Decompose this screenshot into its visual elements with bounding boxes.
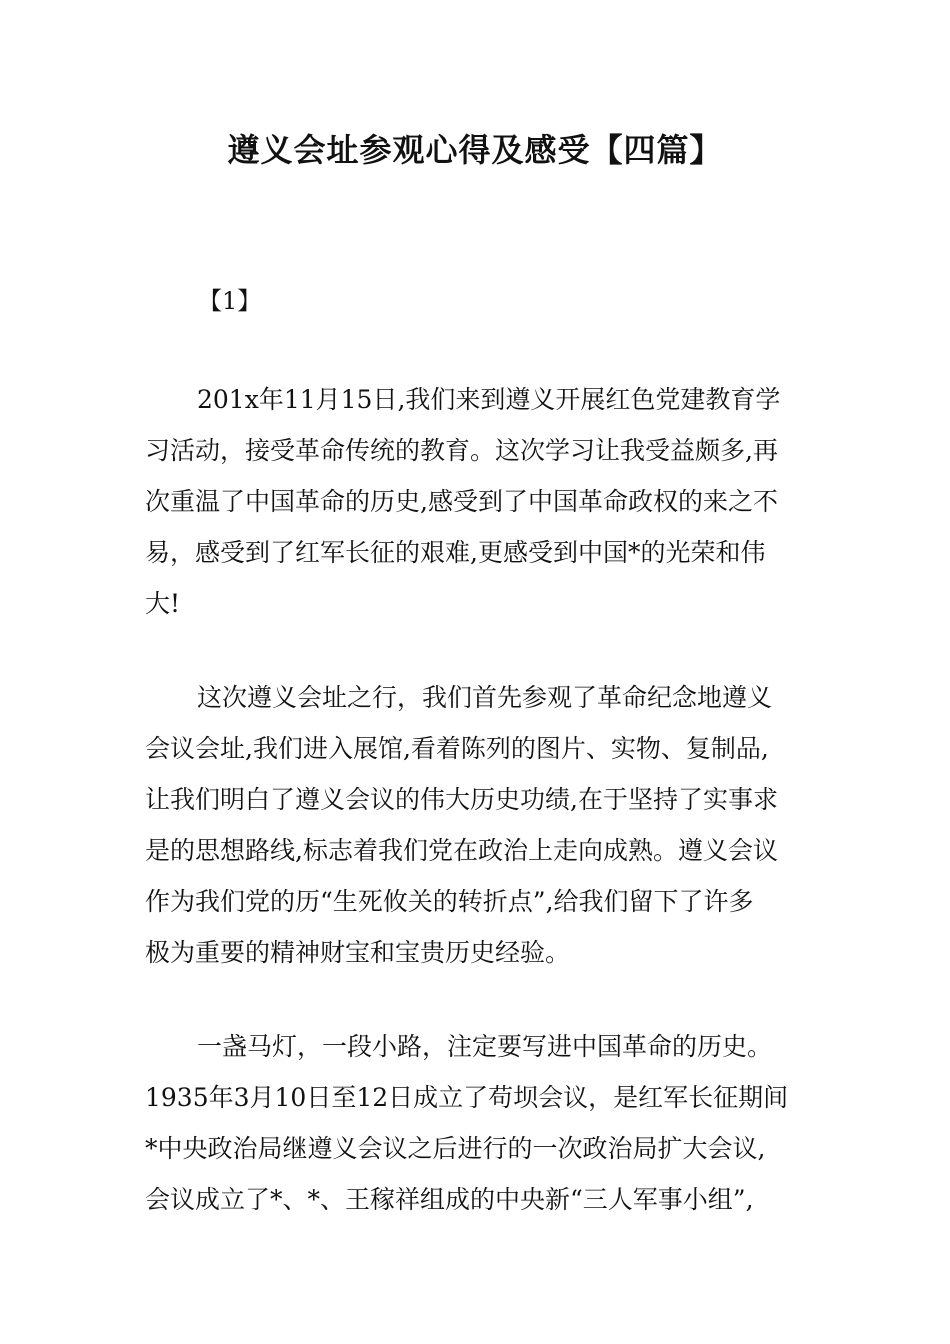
paragraph-line: 201x年11月15日,我们来到遵义开展红色党建教育学 <box>197 385 781 414</box>
paragraph-line: 易，感受到了红军长征的艰难,更感受到中国*的光荣和伟 <box>145 538 766 567</box>
paragraph-line: 会议成立了*、*、王稼祥组成的中央新“三人军事小组”, <box>145 1185 754 1214</box>
document-title: 遵义会址参观心得及感受【四篇】 <box>227 131 723 169</box>
paragraph-line: 会议会址,我们进入展馆,看着陈列的图片、实物、复制品, <box>145 734 769 763</box>
paragraph-2 <box>145 672 811 978</box>
paragraph-line: 一盏马灯，一段小路，注定要写进中国革命的历史。 <box>197 1032 773 1061</box>
section-label: 【1】 <box>198 287 262 315</box>
paragraph-line: 作为我们党的历“生死攸关的转折点”,给我们留下了许多 <box>145 887 754 916</box>
paragraph-line: *中央政治局继遵义会议之后进行的一次政治局扩大会议, <box>145 1134 766 1163</box>
paragraph-line: 让我们明白了遵义会议的伟大历史功绩,在于坚持了实事求 <box>145 785 778 814</box>
paragraph-3 <box>145 1021 811 1225</box>
paragraph-line: 1935年3月10日至12日成立了苟坝会议，是红军长征期间 <box>145 1083 789 1112</box>
paragraph-1 <box>145 374 811 629</box>
paragraph-line: 极为重要的精神财宝和宝贵历史经验。 <box>145 938 571 967</box>
paragraph-line: 大! <box>145 589 181 618</box>
paragraph-line: 次重温了中国革命的历史,感受到了中国革命政权的来之不 <box>145 487 778 516</box>
paragraph-line: 这次遵义会址之行，我们首先参观了革命纪念地遵义 <box>197 683 773 712</box>
paragraph-line: 是的思想路线,标志着我们党在政治上走向成熟。遵义会议 <box>145 836 778 865</box>
paragraph-line: 习活动，接受革命传统的教育。这次学习让我受益颇多,再 <box>145 436 778 465</box>
